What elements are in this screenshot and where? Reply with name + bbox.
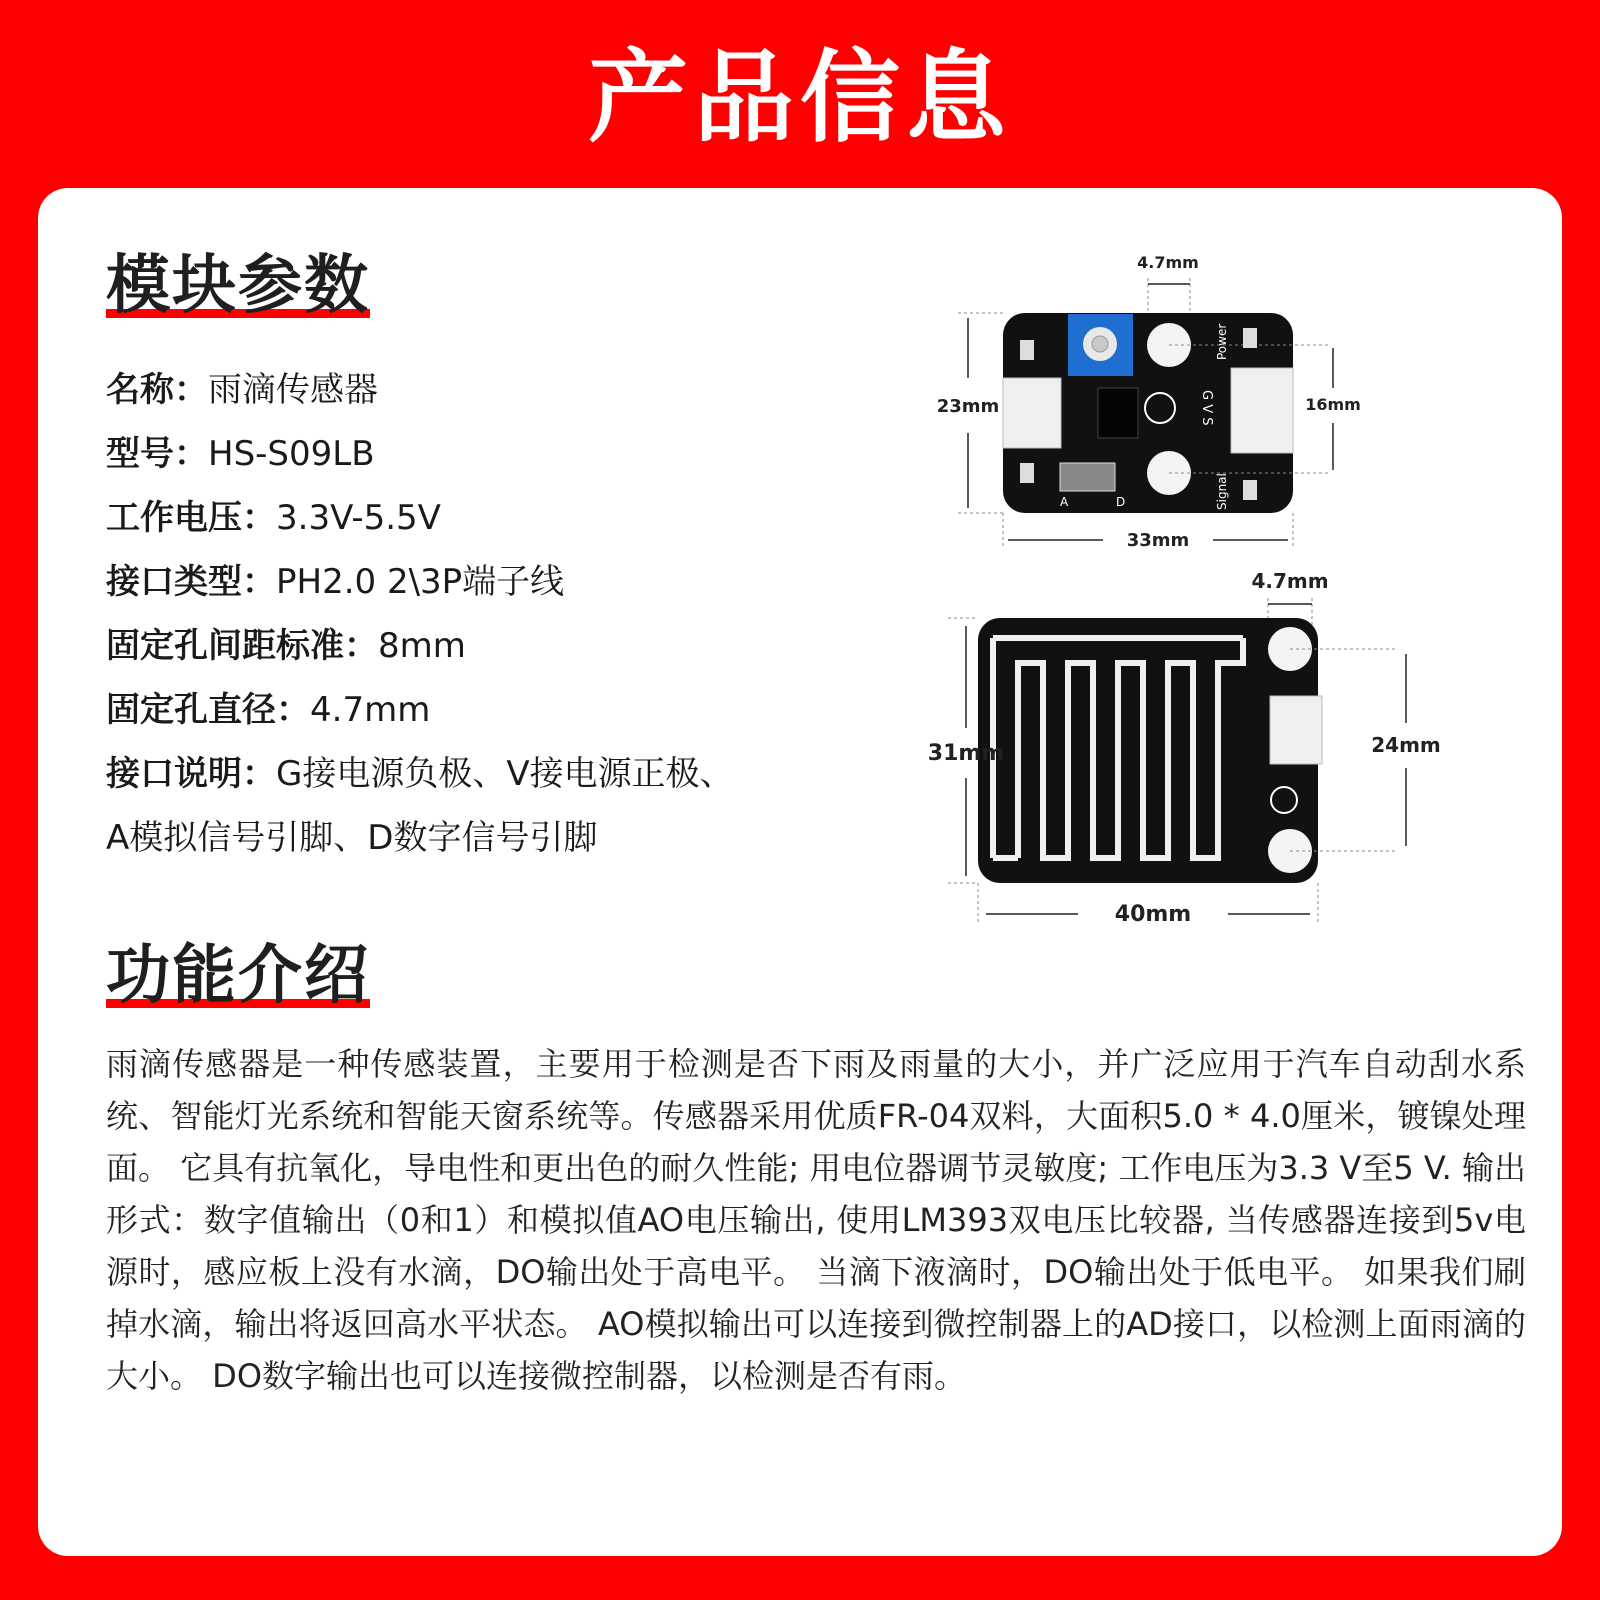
sensor-board-dimension-diagram <box>878 568 1478 928</box>
spec-value: 雨滴传感器 <box>208 370 378 410</box>
width-label: 33mm <box>1126 530 1190 551</box>
spec-row-interface-desc <box>106 742 746 870</box>
sensor-connector <box>1270 696 1322 764</box>
height-label: 31mm <box>927 741 1005 766</box>
spec-value: G接电源负极、V接电源正极、A模拟信号引脚、D数字信号引脚 <box>106 754 734 858</box>
connector-left <box>1003 378 1061 448</box>
analog-label: A <box>1060 495 1069 509</box>
spec-row-hole-diameter <box>106 678 746 742</box>
mode-switch <box>1060 463 1115 491</box>
spec-value: HS-S09LB <box>208 434 375 474</box>
page-title: 产品信息 <box>588 39 1012 156</box>
potentiometer-knob-center <box>1092 336 1108 352</box>
section-heading-text: 功能介绍 <box>106 939 370 1013</box>
led-pad <box>1020 340 1034 360</box>
section-heading-intro <box>106 938 370 1014</box>
spec-row-name <box>106 358 746 422</box>
content-card <box>38 188 1562 1556</box>
spec-value: 4.7mm <box>310 690 431 730</box>
hole-diameter-label: 4.7mm <box>1251 569 1329 593</box>
spec-key: 固定孔间距标准： <box>106 626 378 666</box>
spec-key: 型号： <box>106 434 208 474</box>
width-label: 40mm <box>1114 902 1192 927</box>
spec-key: 接口说明： <box>106 754 276 794</box>
spec-list <box>106 358 746 870</box>
spec-row-model <box>106 422 746 486</box>
power-label: Power <box>1215 323 1229 360</box>
module-dimension-diagram <box>898 248 1458 568</box>
led-pad <box>1020 463 1034 483</box>
spec-key: 工作电压： <box>106 498 276 538</box>
spec-key: 名称： <box>106 370 208 410</box>
hole-span-label: 24mm <box>1371 733 1441 757</box>
pin-labels: G V S <box>1199 390 1214 426</box>
spec-row-voltage <box>106 486 746 550</box>
led-pad <box>1243 328 1257 348</box>
intro-paragraph: 雨滴传感器是一种传感装置，主要用于检测是否下雨及雨量的大小，并广泛应用于汽车自动刮水系统、智能灯光系统和智能天窗系统等。传感器采用优质FR-04双料，大面积5.0 * 4.0厘米，镀镍处理面。 它具有抗氧化，导电性和更出色的耐久性能; 用电位器调节灵敏度; 工作电压为3.3 V至5 V. 输出形式：数字值输出（0和1）和模拟值AO电压输出, 使用LM393双电压比较器, 当传感器连接到5v电源时，感应板上没有水滴，DO输出处于高电平。 当滴下液滴时，DO输出处于低电平。 如果我们刷掉水滴，输出将返回高水平状态。 AO模拟输出可以连接到微控制器上的AD接口，以检测上面雨滴的大小。 DO数字输出也可以连接微控制器，以检测是否有雨。 <box>106 1045 1526 1395</box>
spec-value: PH2.0 2\3P端子线 <box>276 562 565 602</box>
connector-span-label: 16mm <box>1305 395 1361 414</box>
spec-key: 固定孔直径： <box>106 690 310 730</box>
section-heading-text: 模块参数 <box>106 249 370 323</box>
height-label: 23mm <box>936 396 1000 417</box>
connector-right <box>1231 368 1293 453</box>
spec-key: 接口类型： <box>106 562 276 602</box>
ic-chip <box>1098 388 1138 438</box>
spec-row-hole-spacing <box>106 614 746 678</box>
hole-diameter-label: 4.7mm <box>1137 253 1199 272</box>
section-heading-specs <box>106 248 370 324</box>
led-pad <box>1243 480 1257 500</box>
spec-row-interface-type <box>106 550 746 614</box>
sensor-pcb <box>978 618 1318 883</box>
digital-label: D <box>1116 495 1126 509</box>
spec-value: 3.3V-5.5V <box>276 498 441 538</box>
spec-value: 8mm <box>378 626 466 666</box>
signal-label: Signal <box>1215 473 1229 510</box>
